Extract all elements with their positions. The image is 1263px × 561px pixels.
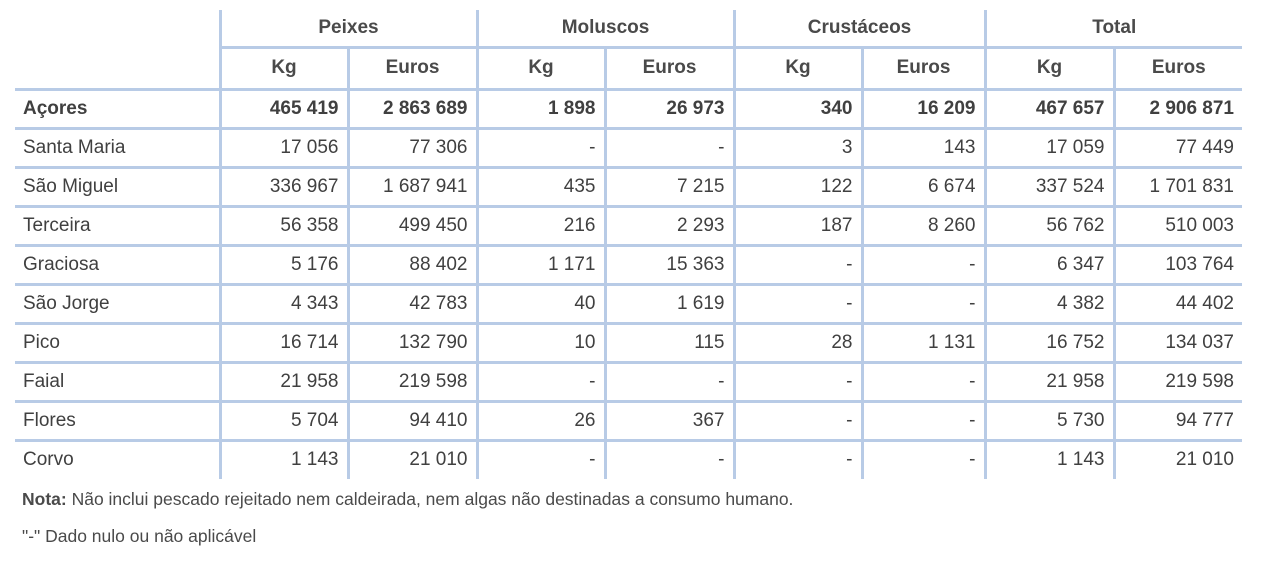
row-label: Terceira: [15, 206, 220, 245]
row-label: São Miguel: [15, 167, 220, 206]
cell-value: -: [862, 362, 985, 401]
cell-value: 115: [605, 323, 734, 362]
group-header-row: [15, 10, 1242, 47]
cell-value: 1 898: [477, 89, 605, 128]
cell-value: 2 293: [605, 206, 734, 245]
cell-value: 219 598: [348, 362, 477, 401]
group-header-moluscos: Moluscos: [477, 10, 734, 47]
cell-value: -: [605, 128, 734, 167]
cell-value: 16 209: [862, 89, 985, 128]
cell-value: 16 752: [985, 323, 1114, 362]
cell-value: 21 010: [348, 440, 477, 479]
table-row: [15, 323, 1242, 362]
cell-value: 6 347: [985, 245, 1114, 284]
row-label: Flores: [15, 401, 220, 440]
cell-value: 77 306: [348, 128, 477, 167]
sub-header-row: [15, 47, 1242, 89]
cell-value: 1 143: [220, 440, 348, 479]
cell-value: 435: [477, 167, 605, 206]
cell-value: -: [862, 440, 985, 479]
table-row: [15, 128, 1242, 167]
table-row: [15, 401, 1242, 440]
cell-value: -: [862, 245, 985, 284]
cell-value: 21 010: [1114, 440, 1242, 479]
fish-landings-table: [15, 10, 1242, 479]
sub-header-kg: Kg: [220, 47, 348, 89]
cell-value: 134 037: [1114, 323, 1242, 362]
cell-value: 28: [734, 323, 862, 362]
row-label: Faial: [15, 362, 220, 401]
cell-value: 17 059: [985, 128, 1114, 167]
sub-header-euros: Euros: [1114, 47, 1242, 89]
sub-header-kg: Kg: [734, 47, 862, 89]
null-legend: "-" Dado nulo ou não aplicável: [22, 526, 257, 546]
cell-value: -: [734, 284, 862, 323]
sub-header-euros: Euros: [862, 47, 985, 89]
cell-value: 103 764: [1114, 245, 1242, 284]
cell-value: 94 777: [1114, 401, 1242, 440]
cell-value: 510 003: [1114, 206, 1242, 245]
cell-value: -: [734, 245, 862, 284]
cell-value: 21 958: [985, 362, 1114, 401]
cell-value: 40: [477, 284, 605, 323]
group-header-crustaceos: Crustáceos: [734, 10, 985, 47]
cell-value: 216: [477, 206, 605, 245]
group-header-peixes: Peixes: [220, 10, 477, 47]
cell-value: 4 382: [985, 284, 1114, 323]
cell-value: -: [605, 362, 734, 401]
row-label: Santa Maria: [15, 128, 220, 167]
cell-value: 337 524: [985, 167, 1114, 206]
cell-value: 2 906 871: [1114, 89, 1242, 128]
cell-value: 7 215: [605, 167, 734, 206]
cell-value: 6 674: [862, 167, 985, 206]
cell-value: 42 783: [348, 284, 477, 323]
cell-value: 8 260: [862, 206, 985, 245]
total-row: [15, 89, 1242, 128]
cell-value: -: [477, 440, 605, 479]
cell-value: 88 402: [348, 245, 477, 284]
cell-value: 132 790: [348, 323, 477, 362]
cell-value: 1 619: [605, 284, 734, 323]
cell-value: 219 598: [1114, 362, 1242, 401]
cell-value: 94 410: [348, 401, 477, 440]
cell-value: 10: [477, 323, 605, 362]
cell-value: -: [477, 128, 605, 167]
cell-value: 56 762: [985, 206, 1114, 245]
table-row: [15, 167, 1242, 206]
cell-value: 26: [477, 401, 605, 440]
row-label: São Jorge: [15, 284, 220, 323]
cell-value: 1 131: [862, 323, 985, 362]
cell-value: 2 863 689: [348, 89, 477, 128]
cell-value: -: [734, 440, 862, 479]
cell-value: -: [734, 362, 862, 401]
cell-value: 467 657: [985, 89, 1114, 128]
cell-value: 1 171: [477, 245, 605, 284]
cell-value: 3: [734, 128, 862, 167]
row-label: Açores: [15, 89, 220, 128]
table-row: [15, 245, 1242, 284]
table-row: [15, 362, 1242, 401]
cell-value: 187: [734, 206, 862, 245]
sub-header-euros: Euros: [348, 47, 477, 89]
corner-cell: [15, 10, 220, 47]
cell-value: -: [734, 401, 862, 440]
group-header-total: Total: [985, 10, 1242, 47]
cell-value: 77 449: [1114, 128, 1242, 167]
cell-value: 44 402: [1114, 284, 1242, 323]
table-row: [15, 206, 1242, 245]
table-row: [15, 440, 1242, 479]
cell-value: -: [862, 284, 985, 323]
cell-value: 56 358: [220, 206, 348, 245]
sub-header-kg: Kg: [477, 47, 605, 89]
note-text: Não inclui pescado rejeitado nem caldeirada, nem algas não destinadas a consumo humano.: [66, 489, 794, 509]
corner-cell: [15, 47, 220, 89]
row-label: Corvo: [23, 449, 74, 471]
cell-value: 143: [862, 128, 985, 167]
cell-value: 122: [734, 167, 862, 206]
note-line: [22, 487, 793, 524]
cell-value: 4 343: [220, 284, 348, 323]
cell-value: 26 973: [605, 89, 734, 128]
cell-value: 5 730: [985, 401, 1114, 440]
cell-value: 336 967: [220, 167, 348, 206]
row-label: Pico: [15, 323, 220, 362]
cell-value: 1 687 941: [348, 167, 477, 206]
sub-header-kg: Kg: [985, 47, 1114, 89]
cell-value: 465 419: [220, 89, 348, 128]
cell-value: 17 056: [220, 128, 348, 167]
note-label: Nota:: [22, 489, 67, 509]
cell-value: 5 176: [220, 245, 348, 284]
notes: [22, 487, 793, 561]
cell-value: -: [862, 401, 985, 440]
cell-value: 499 450: [348, 206, 477, 245]
sub-header-euros: Euros: [605, 47, 734, 89]
cell-value: 1 143: [985, 440, 1114, 479]
cell-value: 21 958: [220, 362, 348, 401]
table-row: [15, 284, 1242, 323]
cell-value: 367: [605, 401, 734, 440]
cell-value: 1 701 831: [1114, 167, 1242, 206]
cell-value: 15 363: [605, 245, 734, 284]
cell-value: -: [477, 362, 605, 401]
cell-value: -: [605, 440, 734, 479]
cell-value: 16 714: [220, 323, 348, 362]
row-label: Graciosa: [15, 245, 220, 284]
cell-value: 340: [734, 89, 862, 128]
cell-value: 5 704: [220, 401, 348, 440]
